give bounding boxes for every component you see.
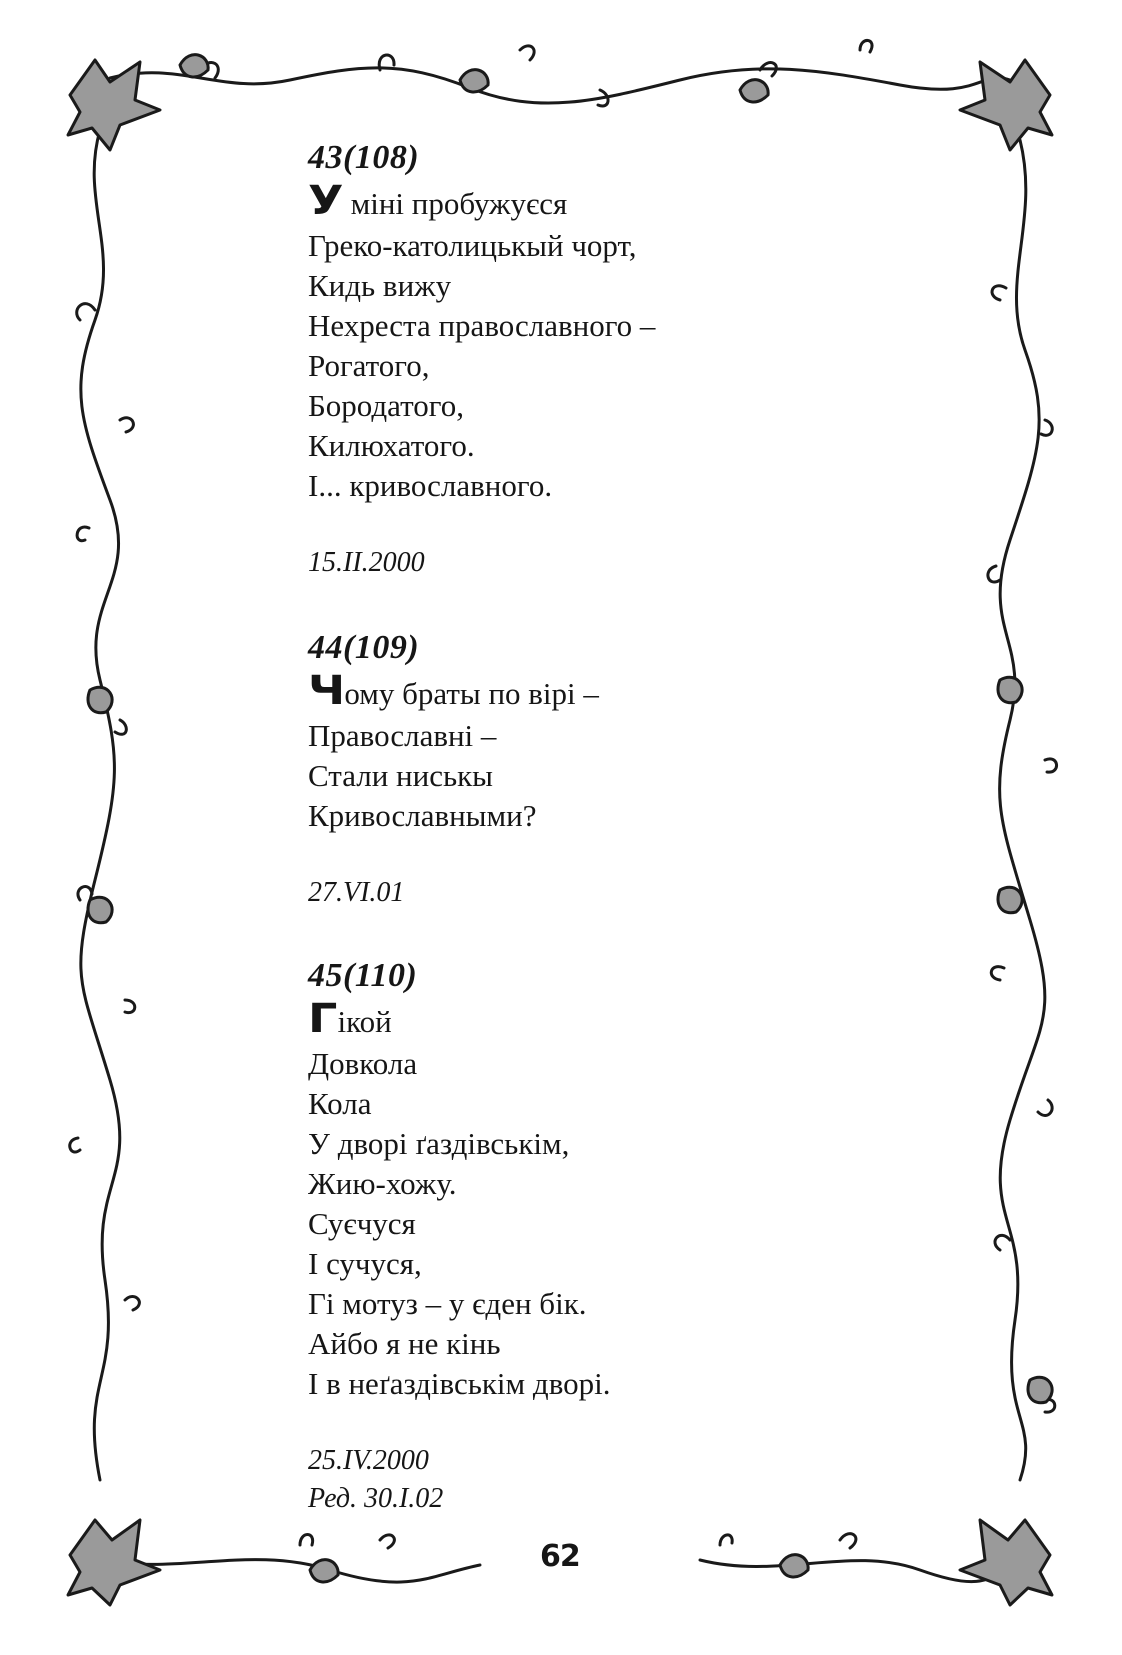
verse-line: Кривославными? — [308, 798, 537, 833]
verse-line: Суєчуся — [308, 1206, 416, 1241]
verse-line — [308, 178, 868, 226]
verse-line: Жию-хожу. — [308, 1166, 457, 1201]
poem-44 — [308, 628, 868, 912]
verse-line: Бородатого, — [308, 388, 464, 423]
poem-date: 25.ІV.2000 — [308, 1445, 429, 1476]
verse-line: Кидь вижу — [308, 268, 452, 303]
first-line-text: міні пробужуєся — [342, 186, 568, 221]
poem-45 — [308, 956, 868, 1518]
verse-line — [308, 996, 868, 1044]
poem-edit-date: Ред. 30.І.02 — [308, 1483, 444, 1514]
poem-number: 43(108) — [308, 139, 420, 176]
drop-cap-letter: Г — [308, 996, 338, 1042]
poem-date: 15.ІІ.2000 — [308, 547, 425, 578]
verse-line: Гі мотуз – у єден бік. — [308, 1286, 587, 1321]
poem-43 — [308, 138, 868, 582]
page-number: 62 — [540, 1539, 580, 1574]
poem-number: 45(110) — [308, 957, 418, 994]
verse-line: І в неґаздівськім дворі. — [308, 1366, 611, 1401]
verse-line: Греко-католицькый чорт, — [308, 228, 637, 263]
verse-line: Православні – — [308, 718, 497, 753]
poem-date: 27.VІ.01 — [308, 877, 405, 908]
verse-line: У дворі ґаздівськім, — [308, 1126, 570, 1161]
verse-line: Килюхатого. — [308, 428, 475, 463]
first-line-text: ому браты по вірі – — [344, 676, 599, 711]
first-line-text: ікой — [337, 1004, 392, 1039]
verse-line: Айбо я не кінь — [308, 1326, 501, 1361]
verse-line: Стали ниськы — [308, 758, 494, 793]
verse-line: І... кривославного. — [308, 468, 553, 503]
verse-line: Кола — [308, 1086, 372, 1121]
verse-line: Нехреста православного – — [308, 308, 656, 343]
drop-cap-letter: У — [308, 178, 344, 224]
poem-number: 44(109) — [308, 629, 420, 666]
verse-line: І сучуся, — [308, 1246, 422, 1281]
verse-line — [308, 668, 868, 716]
verse-line: Рогатого, — [308, 348, 430, 383]
drop-cap-letter: Ч — [308, 668, 346, 714]
verse-line: Довкола — [308, 1046, 418, 1081]
